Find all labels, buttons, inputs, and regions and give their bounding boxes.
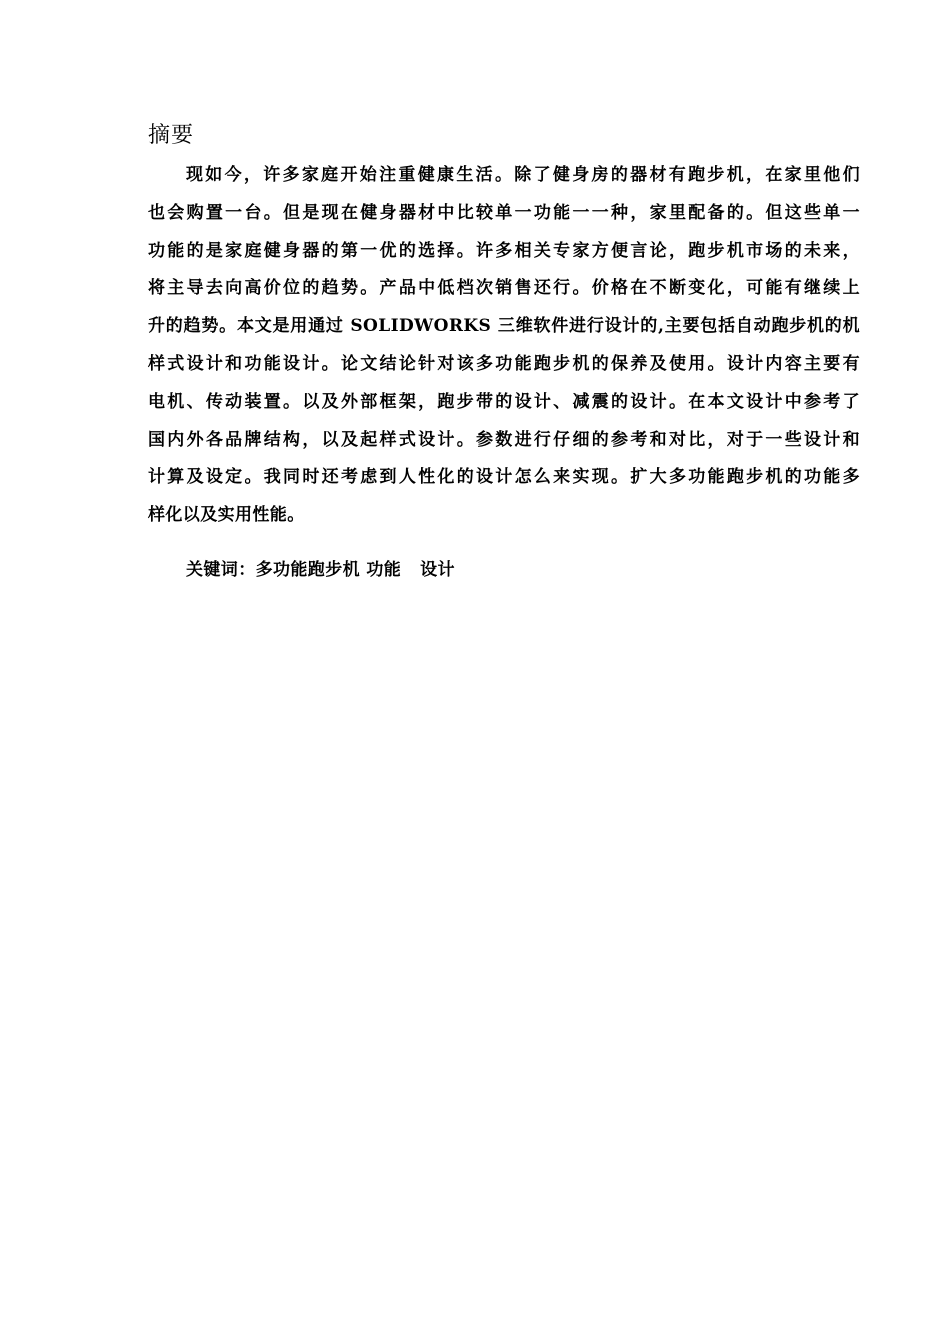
abstract-paragraph — [148, 157, 860, 535]
abstract-line: 升的趋势。本文是用通过 SOLIDWORKS 三维软件进行设计的,主要包括自动跑步机的机 — [148, 316, 860, 337]
abstract-line: 也会购置一台。但是现在健身器材中比较单一功能一一种，家里配备的。但这些单一 — [148, 202, 860, 223]
abstract-line: 功能的是家庭健身器的第一优的选择。许多相关专家方便言论，跑步机市场的未来， — [148, 240, 860, 261]
abstract-line: 现如今，许多家庭开始注重健康生活。除了健身房的器材有跑步机，在家里他们 — [186, 165, 860, 185]
keywords-line: 关键词：多功能跑步机 功能 设计 — [186, 560, 455, 580]
abstract-line: 国内外各品牌结构，以及起样式设计。参数进行仔细的参考和对比，对于一些设计和 — [148, 429, 860, 450]
abstract-line: 将主导去向高价位的趋势。产品中低档次销售还行。价格在不断变化，可能有继续上 — [148, 278, 860, 299]
abstract-line: 计算及设定。我同时还考虑到人性化的设计怎么来实现。扩大多功能跑步机的功能多 — [148, 467, 860, 488]
abstract-heading: 摘要 — [148, 123, 195, 148]
abstract-line: 电机、传动装置。以及外部框架，跑步带的设计、减震的设计。在本文设计中参考了 — [148, 391, 860, 412]
abstract-line: 样化以及实用性能。 — [148, 505, 305, 526]
abstract-line: 样式设计和功能设计。论文结论针对该多功能跑步机的保养及使用。设计内容主要有 — [148, 353, 860, 374]
